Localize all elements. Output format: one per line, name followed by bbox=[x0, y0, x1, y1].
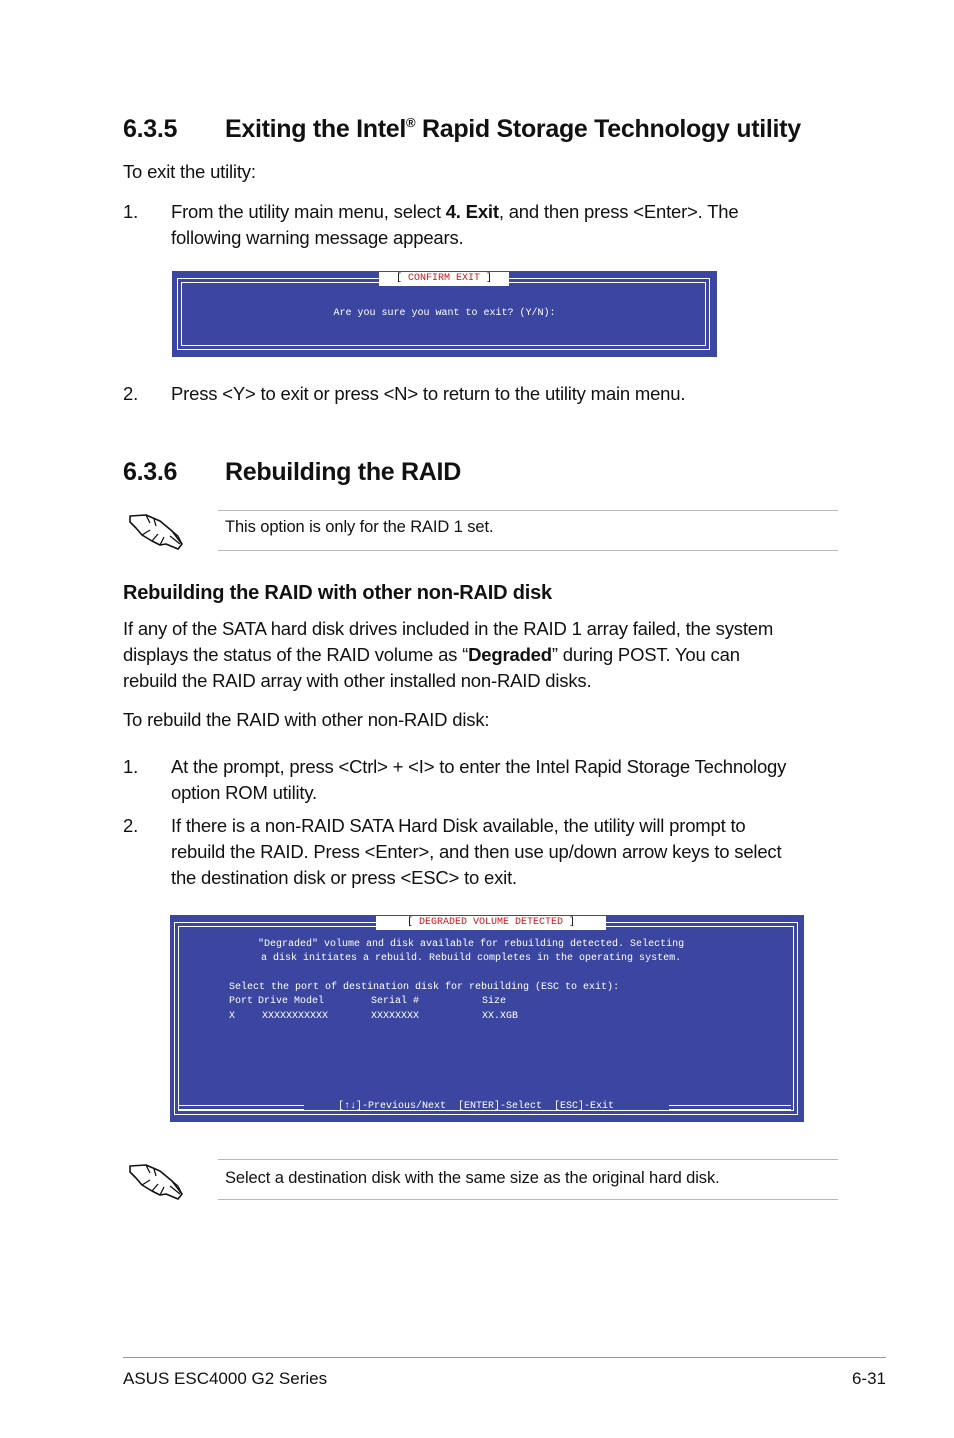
section-number: 6.3.5 bbox=[123, 115, 178, 143]
section-title: Exiting the Intel® Rapid Storage Technology utility bbox=[225, 115, 801, 143]
disk-row-serial: XXXXXXXX bbox=[371, 1011, 420, 1022]
note-hand-icon bbox=[126, 504, 186, 552]
rebuild-paragraph: If any of the SATA hard disk drives included in the RAID 1 array failed, the system displays the status of the RAID volume as “Degraded” during POST. You can rebuild the RAID array with other installed non-RAID disks. bbox=[123, 618, 774, 691]
confirm-exit-message: Are you sure you want to exit? (Y/N): bbox=[333, 308, 556, 319]
disk-row-model: XXXXXXXXXXX bbox=[262, 1011, 329, 1022]
confirm-exit-dialog bbox=[172, 271, 717, 357]
note-1-top-rule bbox=[218, 510, 838, 511]
exit-step-1: 1. From the utility main menu, select 4. Exit, and then press <Enter>. The following warning message appears. bbox=[123, 201, 739, 248]
column-header-port: Port bbox=[229, 996, 254, 1007]
note-1-text: This option is only for the RAID 1 set. bbox=[225, 518, 494, 536]
disk-row[interactable] bbox=[229, 1010, 549, 1024]
footer-product-name: ASUS ESC4000 G2 Series bbox=[123, 1369, 328, 1388]
select-port-prompt: Select the port of destination disk for rebuilding (ESC to exit): bbox=[229, 982, 620, 993]
exit-intro: To exit the utility: bbox=[123, 161, 256, 182]
footer-rule-right bbox=[669, 1105, 791, 1110]
rebuild-intro: To rebuild the RAID with other non-RAID disk: bbox=[123, 709, 490, 730]
registered-mark: ® bbox=[406, 115, 416, 130]
footer-rule bbox=[123, 1357, 886, 1358]
degraded-message-line-2: a disk initiates a rebuild. Rebuild completes in the operating system. bbox=[261, 953, 682, 964]
degraded-message-line-1: "Degraded" volume and disk available for rebuilding detected. Selecting bbox=[258, 939, 685, 950]
rebuild-step-1: 1. At the prompt, press <Ctrl> + <I> to enter the Intel Rapid Storage Technology option ROM utility. bbox=[123, 756, 787, 803]
key-help-footer: [↑↓]-Previous/Next [ENTER]-Select [ESC]-Exit bbox=[338, 1101, 615, 1112]
column-header-drive-model: Drive Model bbox=[258, 996, 325, 1007]
note-2-text: Select a destination disk with the same size as the original hard disk. bbox=[225, 1169, 720, 1187]
degraded-volume-dialog bbox=[170, 915, 804, 1122]
exit-step-2: 2. Press <Y> to exit or press <N> to return to the utility main menu. bbox=[123, 383, 686, 404]
footer-rule-left bbox=[179, 1105, 304, 1110]
section-635-heading bbox=[123, 115, 883, 147]
column-header-size: Size bbox=[482, 996, 507, 1007]
note-2-bottom-rule bbox=[218, 1199, 838, 1200]
disk-row-port: X bbox=[229, 1011, 236, 1022]
column-header-serial: Serial # bbox=[371, 996, 420, 1007]
subheading-rebuild-non-raid: Rebuilding the RAID with other non-RAID disk bbox=[123, 582, 552, 604]
footer-page-number: 6-31 bbox=[851, 1369, 886, 1388]
rebuild-step-2: 2. If there is a non-RAID SATA Hard Disk available, the utility will prompt to rebuild the RAID. Press <Enter>, and then use up/down arrow keys to select the destination disk or press <ESC> to exit. bbox=[123, 815, 782, 888]
degraded-title: [ DEGRADED VOLUME DETECTED ] bbox=[376, 916, 606, 930]
disk-row-size: XX.XGB bbox=[482, 1011, 519, 1022]
note-hand-icon bbox=[126, 1154, 186, 1202]
note-1-bottom-rule bbox=[218, 550, 838, 551]
section-636-heading: 6.3.6 Rebuilding the RAID bbox=[123, 458, 461, 486]
confirm-exit-title: [ CONFIRM EXIT ] bbox=[379, 272, 509, 286]
note-2-top-rule bbox=[218, 1159, 838, 1160]
